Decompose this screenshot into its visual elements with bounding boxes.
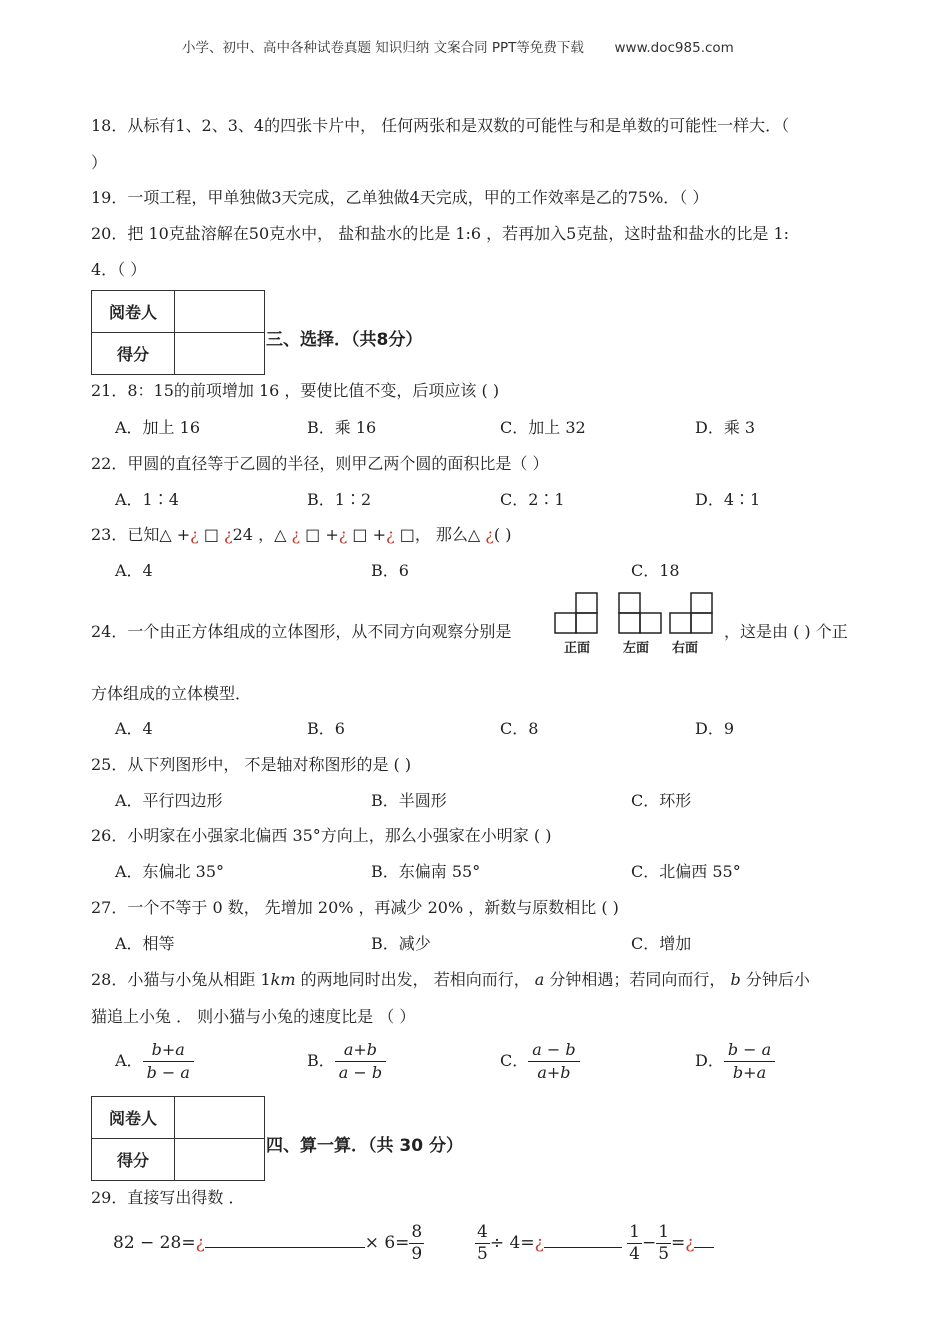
score-label: 得分 [92,333,175,375]
score-cell[interactable] [175,1139,265,1181]
reviewer-cell[interactable] [175,291,265,333]
q26-option-c[interactable]: C．北偏西 55° [631,862,741,881]
three-view-drawing [553,590,723,635]
q22-option-c[interactable]: C．2∶1 [500,490,565,509]
question-24-before: 24．一个由正方体组成的立体图形，从不同方向观察分别是 [91,622,512,641]
view-label-right: 右面 [672,641,699,656]
page-header [182,36,734,56]
question-25: 25．从下列图形中， 不是轴对称图形的是 ( ) [91,755,412,774]
section-3-title: 三、选择．（共8分） [266,330,423,350]
header-text: 小学、初中、高中各种试卷真题 知识归纳 文案合同 PPT等免费下载 [182,40,584,56]
q28-option-b[interactable]: B． $\frac{a+b}{a - b}$ [307,1039,386,1084]
three-view-diagram [553,590,723,655]
q24-option-a[interactable]: A．4 [115,719,153,738]
view-label-left: 左面 [623,641,650,656]
question-20-line1: 20．把 10克盐溶解在50克水中， 盐和盐水的比是 1:6 ，若再加入5克盐，这时盐和盐水的比是 1: [91,224,790,243]
q25-option-a[interactable]: A．平行四边形 [115,791,223,810]
q23-option-c[interactable]: C．18 [631,561,680,580]
reviewer-label: 阅卷人 [92,291,175,333]
answer-blank-3[interactable] [694,1246,714,1248]
question-27: 27．一个不等于 0 数， 先增加 20% ，再减少 20% ，新数与原数相比 ( ) [91,898,619,917]
score-cell[interactable] [175,333,265,375]
q21-option-c[interactable]: C．加上 32 [500,418,586,437]
q22-option-b[interactable]: B．1∶2 [307,490,372,509]
reviewer-label: 阅卷人 [92,1097,175,1139]
question-21: 21．8：15的前项增加 16 ，要使比值不变，后项应该 ( ) [91,381,500,400]
question-18-line1: 18．从标有1、2、3、4的四张卡片中， 任何两张和是双数的可能性与和是单数的可能性一样大．（ [91,116,790,135]
view-label-front: 正面 [564,641,591,656]
q27-option-a[interactable]: A．相等 [115,934,175,953]
q25-option-c[interactable]: C．环形 [631,791,692,810]
q27-option-c[interactable]: C．增加 [631,934,692,953]
q25-option-b[interactable]: B．半圆形 [371,791,447,810]
question-28-line1: 28．小猫与小兔从相距 1km 的两地同时出发， 若相向而行， a 分钟相遇；若同向而行， b 分钟后小 [91,970,810,989]
q21-option-b[interactable]: B．乘 16 [307,418,377,437]
question-19: 19．一项工程，甲单独做3天完成，乙单独做4天完成，甲的工作效率是乙的75%．（ ） [91,188,709,207]
question-20-line2: 4．（ ） [91,260,147,279]
q21-option-d[interactable]: D．乘 3 [695,418,756,437]
q26-option-a[interactable]: A．东偏北 35° [115,862,225,881]
section-4-title: 四、算一算．（共 30 分） [266,1136,463,1156]
question-24-line2: 方体组成的立体模型． [91,684,252,703]
question-24-after: ，这是由 ( ) 个正 [724,622,848,641]
answer-blank-1[interactable] [205,1246,365,1248]
question-29: 29．直接写出得数 ． [91,1188,245,1207]
score-table-2 [91,1096,265,1181]
q23-option-b[interactable]: B．6 [371,561,409,580]
q21-option-a[interactable]: A．加上 16 [115,418,201,437]
question-18-line2: ） [91,153,108,172]
q23-option-a[interactable]: A．4 [115,561,153,580]
q22-option-d[interactable]: D．4∶1 [695,490,761,509]
q24-option-c[interactable]: C．8 [500,719,539,738]
q27-option-b[interactable]: B．减少 [371,934,431,953]
q28-option-d[interactable]: D． $\frac{b - a}{b+a}$ [695,1039,775,1084]
question-22: 22．甲圆的直径等于乙圆的半径，则甲乙两个圆的面积比是（ ） [91,454,549,473]
q22-option-a[interactable]: A．1∶4 [115,490,179,509]
answer-blank-2[interactable] [544,1246,622,1248]
expr-1: 82 − 28= [113,1233,196,1253]
q28-option-c[interactable]: C． $\frac{a - b}{a+b}$ [500,1039,580,1084]
question-23: 23．已知△ +¿ □ ¿24 ，△ ¿ □ +¿ □ +¿ □， 那么△ ¿( ) [91,525,512,544]
q28-option-a[interactable]: A． $\frac{b+a}{b - a}$ [115,1039,194,1084]
question-28-line2: 猫追上小兔 ． 则小猫与小兔的速度比是 （ ） [91,1007,416,1026]
reviewer-cell[interactable] [175,1097,265,1139]
q29-expressions: 82 − 28=¿ × 6= $\frac{8}{9}$ $\frac{4}{5}$ ÷ 4=¿ $\frac{1}{4}$ − $\frac{1}{5}$ =¿ [113,1222,714,1265]
header-site-link[interactable]: www.doc985.com [614,40,734,56]
q24-option-d[interactable]: D．9 [695,719,735,738]
score-label: 得分 [92,1139,175,1181]
q24-option-b[interactable]: B．6 [307,719,345,738]
question-26: 26．小明家在小强家北偏西 35°方向上，那么小强家在小明家 ( ) [91,826,552,845]
q26-option-b[interactable]: B．东偏南 55° [371,862,481,881]
score-table-1 [91,290,265,375]
